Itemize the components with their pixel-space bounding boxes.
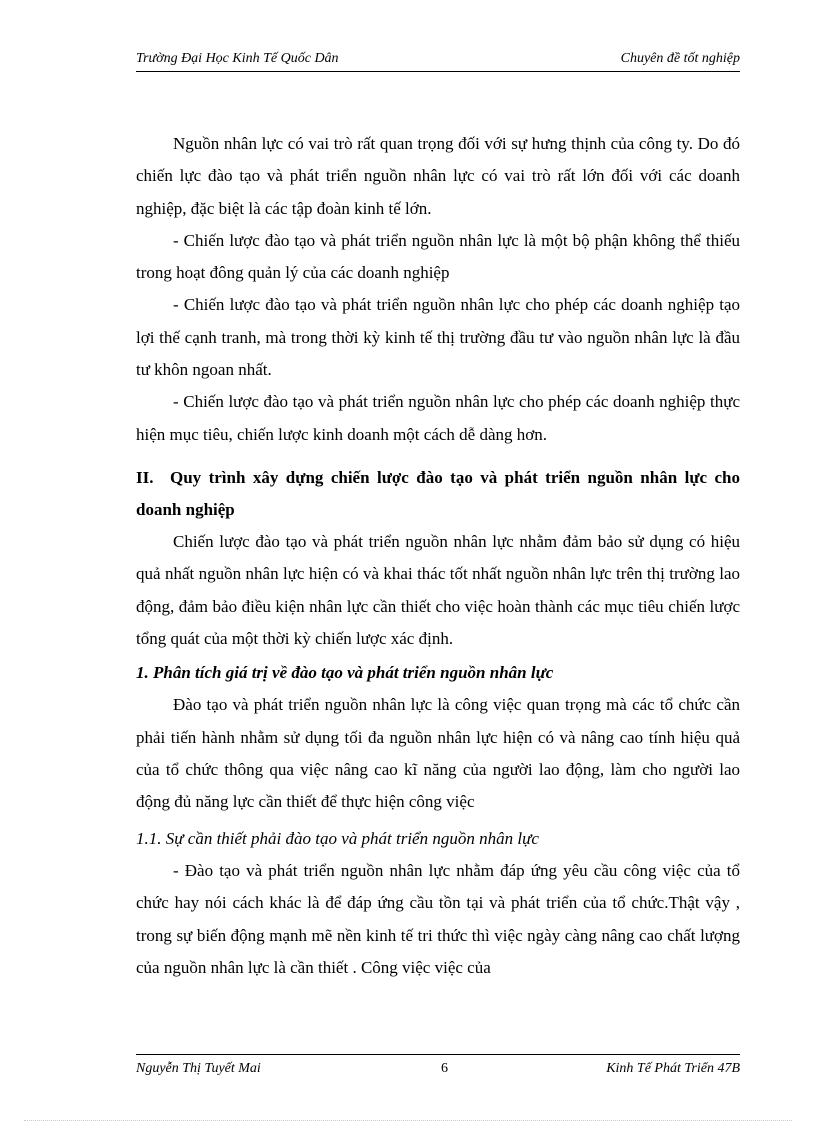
paragraph-strategy: Chiến lược đào tạo và phát triển nguồn nhân lực nhằm đảm bảo sử dụng có hiệu quả nhất nguồn nhân lực hiện có và khai thác tốt nhất nguồn nhân lực trên thị trường lao động, đảm bảo điều kiện nhân lực cần thiết cho việc hoàn thành các mục tiêu chiến lược tổng quát của một thời kỳ chiến lược xác định.	[136, 531, 740, 648]
bullet-competitive-advantage: - Chiến lược đào tạo và phát triển nguồn nhân lực cho phép các doanh nghiệp tạo lợi thế cạnh tranh, mà trong thời kỳ kinh tế thị trường đầu tư vào nguồn nhân lực là đầu tư khôn ngoan nhất.	[136, 295, 740, 380]
bullet-strategy-part: - Chiến lược đào tạo và phát triển nguồn nhân lực là một bộ phận không thể thiếu trong hoạt đông quản lý của các doanh nghiệp	[136, 230, 740, 283]
paragraph-training-value: Đào tạo và phát triển nguồn nhân lực là công việc quan trọng mà các tổ chức cần phải tiến hành nhằm sử dụng tối đa nguồn nhân lực hiện có và nâng cao tính hiệu quả của tổ chức thông qua việc nâng cao kĩ năng của người lao động, làm cho người lao động đủ năng lực cần thiết để thực hiện công việc	[136, 695, 740, 812]
header-school: Trường Đại Học Kinh Tế Quốc Dân	[136, 51, 339, 66]
footer-author: Nguyễn Thị Tuyết Mai	[136, 1061, 261, 1076]
page-footer	[136, 1054, 740, 1079]
section-heading-ii	[136, 462, 740, 526]
section-title: Quy trình xây dựng chiến lược đào tạo và phát triển nguồn nhân lực cho doanh nghiệp	[136, 467, 740, 519]
page-header	[136, 49, 740, 72]
footer-class: Kinh Tế Phát Triển 47B	[606, 1061, 740, 1076]
page-edge-divider	[24, 1120, 792, 1121]
header-doc-type: Chuyên đề tốt nghiệp	[620, 51, 740, 66]
bullet-business-goals: - Chiến lược đào tạo và phát triển nguồn nhân lực cho phép các doanh nghiệp thực hiện mục tiêu, chiến lược kinh doanh một cách dễ dàng hơn.	[136, 392, 740, 444]
footer-page-number: 6	[441, 1061, 448, 1076]
paragraph-intro: Nguồn nhân lực có vai trò rất quan trọng đối với sự hưng thịnh của công ty. Do đó chiến lực đào tạo và phát triển nguồn nhân lực có vai trò rất lớn đối với các doanh nghiệp, đặc biệt là các tập đoàn kinh tế lớn.	[136, 134, 740, 218]
page-body	[136, 128, 740, 984]
section-number: II.	[136, 467, 154, 487]
bullet-necessity: - Đào tạo và phát triển nguồn nhân lực nhằm đáp ứng yêu cầu công việc của tổ chức hay nói cách khác là để đáp ứng cầu tồn tại và phát triển của tổ chức.Thật vậy , trong sự biến động mạnh mẽ nền kinh tế tri thức thì việc ngày càng nâng cao chất lượng của nguồn nhân lực là cần thiết . Công việc việc của	[136, 860, 740, 977]
subheading-1-1: 1.1. Sự cần thiết phải đào tạo và phát triển nguồn nhân lực	[136, 828, 539, 848]
subheading-1: 1. Phân tích giá trị về đào tạo và phát triển nguồn nhân lực	[136, 663, 554, 683]
